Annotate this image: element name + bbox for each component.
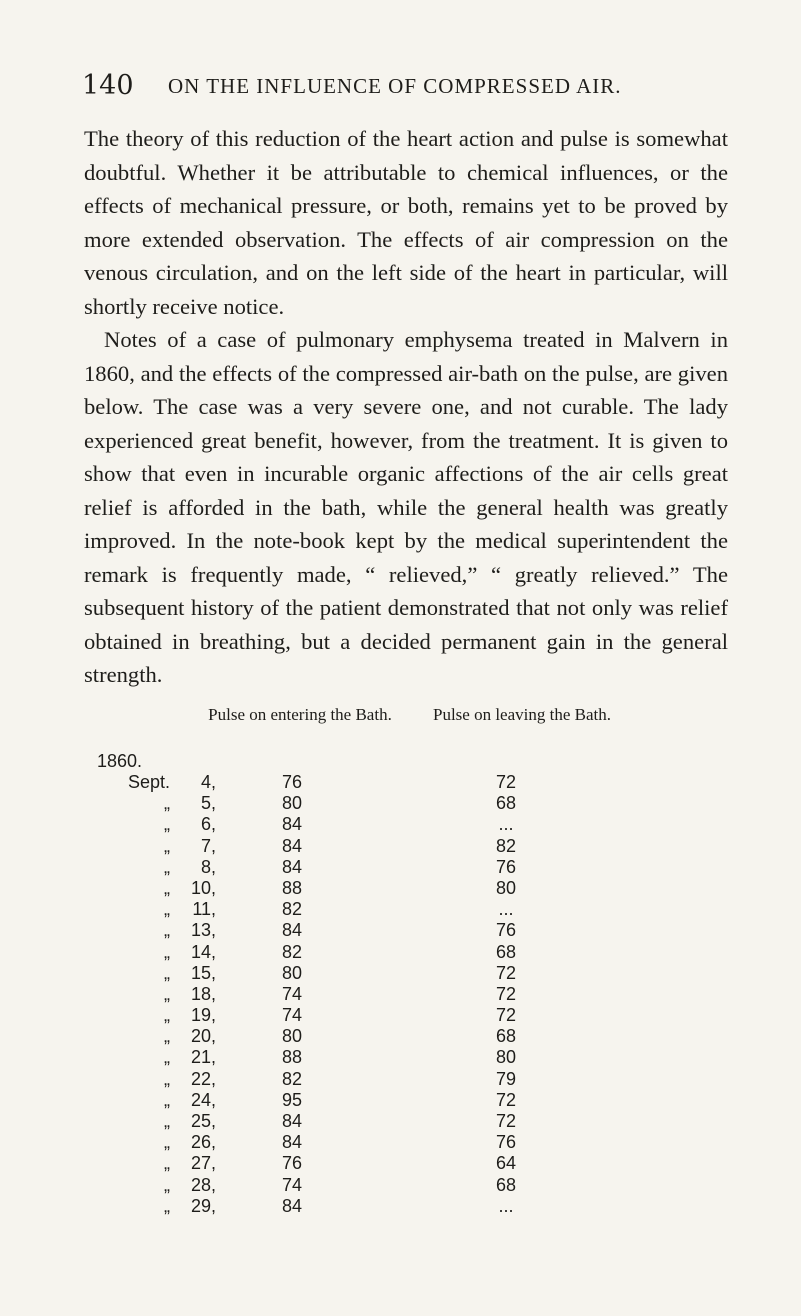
table-row: [84, 814, 728, 835]
row-day: 25,: [190, 1111, 216, 1131]
table-row: [84, 772, 728, 793]
table-row: [84, 1153, 728, 1174]
table-row: [84, 1005, 728, 1026]
table-year: 1860.: [97, 751, 143, 771]
row-pulse-entering: 74: [281, 1174, 303, 1195]
row-day: 28,: [190, 1174, 216, 1195]
table-row: [84, 1069, 728, 1090]
running-title: ON THE INFLUENCE OF COMPRESSED AIR.: [168, 74, 622, 98]
row-pulse-leaving: 76: [495, 1132, 517, 1153]
row-day: 26,: [190, 1132, 216, 1153]
table-row: [84, 1175, 728, 1196]
row-month: „: [164, 1005, 170, 1026]
row-pulse-leaving: 72: [495, 1111, 517, 1131]
row-pulse-entering: 95: [281, 1089, 303, 1110]
row-day: 6,: [200, 814, 216, 835]
row-pulse-entering: 82: [281, 899, 303, 920]
row-pulse-entering: 80: [281, 962, 303, 983]
row-pulse-entering: 88: [281, 877, 303, 898]
row-pulse-entering: 76: [281, 772, 303, 792]
row-pulse-entering: 84: [281, 1111, 303, 1131]
table-row: [84, 920, 728, 941]
row-month: „: [164, 1174, 170, 1195]
table-row: [84, 984, 728, 1005]
row-pulse-entering: 74: [281, 1005, 303, 1026]
row-day: 20,: [190, 1026, 216, 1047]
row-pulse-entering: 84: [281, 814, 303, 835]
row-day: 19,: [190, 1005, 216, 1026]
row-pulse-leaving: 72: [495, 983, 517, 1004]
row-month: „: [164, 1153, 170, 1174]
row-month: „: [164, 941, 170, 962]
table-row: [84, 1111, 728, 1132]
row-month: „: [164, 899, 170, 920]
row-month: „: [164, 1026, 170, 1047]
row-month: „: [164, 835, 170, 856]
row-day: 13,: [190, 920, 216, 941]
row-day: 5,: [200, 793, 216, 814]
row-pulse-leaving: 64: [495, 1153, 517, 1174]
paragraph-1: The theory of this reduction of the heart action and pulse is somewhat doubtful. Whether it be attributable to chemical influences, or the effects of mechanical pressure, or both, remains yet to be proved by more extended observation. The effects of air compression on the venous circulation, and on the left side of the heart in particular, will shortly receive notice.: [84, 126, 728, 319]
row-pulse-leaving: 68: [495, 941, 517, 962]
column-header-leaving: Pulse on leaving the Bath.: [432, 705, 611, 724]
row-month: „: [164, 793, 170, 814]
row-month: „: [164, 1132, 170, 1153]
page-number: 140: [82, 70, 134, 101]
row-pulse-entering: 84: [281, 1132, 303, 1153]
row-day: 14,: [190, 941, 216, 962]
row-pulse-entering: 84: [281, 920, 303, 941]
row-month: „: [164, 814, 170, 835]
row-day: 15,: [190, 962, 216, 983]
row-month: „: [164, 983, 170, 1004]
table-row: [84, 963, 728, 984]
row-pulse-leaving: 68: [495, 1026, 517, 1047]
row-pulse-leaving: 72: [495, 772, 517, 792]
row-day: 18,: [190, 983, 216, 1004]
row-day: 7,: [200, 835, 216, 856]
row-pulse-leaving: 72: [495, 1005, 517, 1026]
body-text: [84, 122, 728, 692]
row-pulse-leaving: 76: [495, 920, 517, 941]
table-row: [84, 793, 728, 814]
row-month: „: [164, 1195, 170, 1216]
table-row: [84, 942, 728, 963]
row-day: 27,: [190, 1153, 216, 1174]
table-row: [84, 1090, 728, 1111]
row-month: „: [164, 1068, 170, 1089]
row-pulse-entering: 84: [281, 1195, 303, 1216]
table-row: [84, 899, 728, 920]
table-row: [84, 1196, 728, 1217]
table-row: [84, 1132, 728, 1153]
table-row: [84, 836, 728, 857]
row-month: „: [164, 962, 170, 983]
row-pulse-entering: 82: [281, 1068, 303, 1089]
row-pulse-leaving: ...: [498, 899, 514, 920]
table-row: [84, 1026, 728, 1047]
row-pulse-leaving: 80: [495, 877, 517, 898]
row-pulse-leaving: 72: [495, 962, 517, 983]
row-pulse-leaving: 82: [495, 835, 517, 856]
row-pulse-leaving: 76: [495, 856, 517, 877]
row-pulse-entering: 84: [281, 856, 303, 877]
row-month: „: [164, 1047, 170, 1068]
row-pulse-leaving: ...: [498, 814, 514, 835]
row-day: 11,: [192, 899, 216, 920]
row-pulse-entering: 84: [281, 835, 303, 856]
row-month: „: [164, 1111, 170, 1131]
table-row: [84, 1047, 728, 1068]
row-pulse-entering: 88: [281, 1047, 303, 1068]
row-pulse-entering: 80: [281, 1026, 303, 1047]
row-pulse-leaving: ...: [498, 1195, 514, 1216]
row-day: 4,: [200, 772, 216, 792]
row-pulse-entering: 82: [281, 941, 303, 962]
row-pulse-entering: 74: [281, 983, 303, 1004]
row-day: 10,: [190, 877, 216, 898]
row-day: 22,: [190, 1068, 216, 1089]
row-pulse-entering: 80: [281, 793, 303, 814]
row-month: Sept.: [127, 772, 170, 792]
row-pulse-leaving: 79: [495, 1068, 517, 1089]
row-day: 24,: [190, 1089, 216, 1110]
table-row: [84, 857, 728, 878]
row-pulse-entering: 76: [281, 1153, 303, 1174]
paragraph-2: Notes of a case of pulmonary emphysema treated in Malvern in 1860, and the effects of the compressed air-bath on the pulse, are given below. The case was a very severe one, and not curable. The lady experienced great benefit, however, from the treatment. It is given to show that even in incurable organic affections of the air cells great relief is afforded in the bath, while the general health was greatly improved. In the note-book kept by the medical superintendent the remark is frequently made, “ relieved,” “ greatly relieved.” The subsequent history of the patient demonstrated that not only was relief obtained in breathing, but a decided permanent gain in the general strength.: [84, 327, 728, 687]
row-month: „: [164, 877, 170, 898]
row-pulse-leaving: 68: [495, 1174, 517, 1195]
row-pulse-leaving: 80: [495, 1047, 517, 1068]
row-pulse-leaving: 72: [495, 1089, 517, 1110]
table-rows: [84, 772, 728, 1217]
row-month: „: [164, 920, 170, 941]
row-day: 21,: [190, 1047, 216, 1068]
row-day: 8,: [200, 856, 216, 877]
page-header: [82, 70, 722, 104]
row-month: „: [164, 856, 170, 877]
column-header-entering: Pulse on entering the Bath.: [208, 705, 392, 724]
row-month: „: [164, 1089, 170, 1110]
row-day: 29,: [190, 1195, 216, 1216]
table-row: [84, 878, 728, 899]
row-pulse-leaving: 68: [495, 793, 517, 814]
